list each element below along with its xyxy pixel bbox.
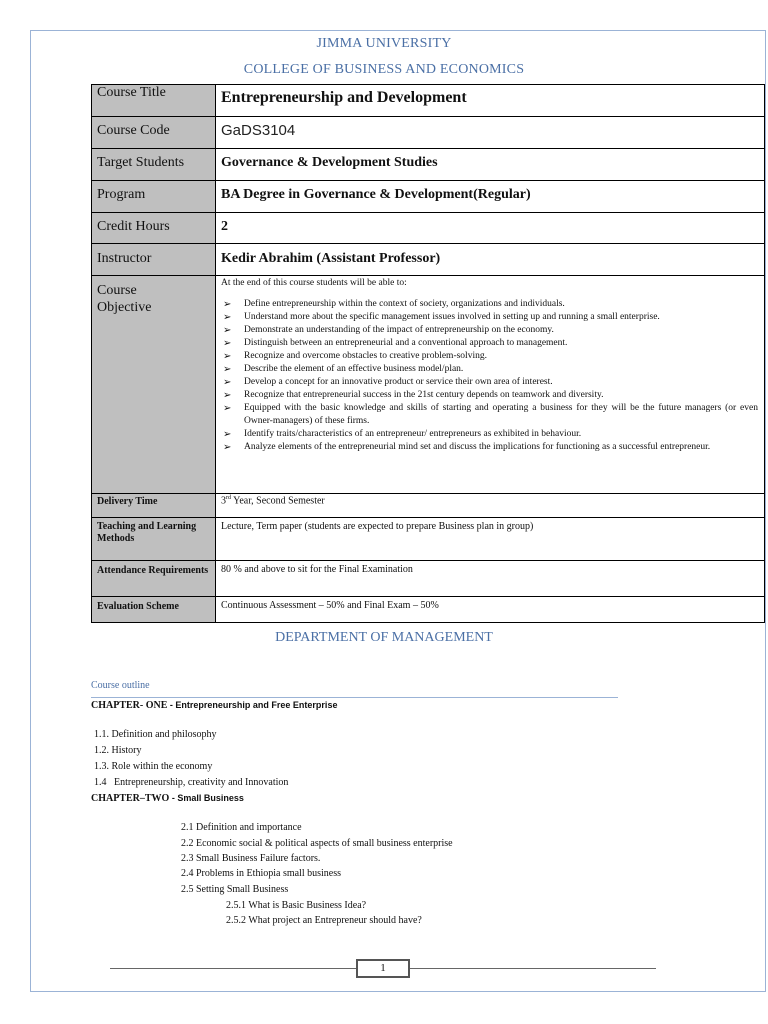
objective-intro: At the end of this course students will be able to: (221, 278, 407, 288)
objective-item-text: Understand more about the specific management issues involved in setting up and running a small enterprise. (244, 312, 660, 322)
objective-item-text: Recognize that entrepreneurial success in the 21st century depends on teamwork and diversity. (244, 390, 604, 400)
outline-item: 2.5 Setting Small Business (181, 884, 289, 895)
arrow-bullet-icon: ➢ (223, 364, 232, 375)
outline-item: 1.3. Role within the economy (94, 761, 213, 772)
outline-divider (91, 697, 618, 698)
label-course-objective (92, 276, 216, 494)
row-course-title (92, 85, 765, 117)
outline-item: 2.2 Economic social & political aspects of small business enterprise (181, 838, 453, 849)
objective-item (221, 363, 758, 376)
chapter-one-heading (91, 700, 337, 711)
footer-rule-left (110, 968, 356, 969)
row-program (92, 181, 765, 213)
value-target-students: Governance & Development Studies (216, 149, 765, 181)
arrow-bullet-icon: ➢ (223, 377, 232, 388)
value-credit-hours: 2 (216, 213, 765, 244)
page-number: 1 (356, 959, 410, 978)
delivery-year-rest: Year, Second Semester (231, 495, 325, 507)
outline-subitem: 2.5.1 What is Basic Business Idea? (226, 900, 367, 911)
objective-item (221, 389, 758, 402)
delivery-year-number: 3 (221, 495, 226, 507)
objective-item (221, 402, 758, 428)
footer-rule-right (410, 968, 656, 969)
objective-item (221, 337, 758, 350)
objective-item-text: Distinguish between an entrepreneurial and a conventional approach to management. (244, 338, 568, 348)
objective-item-text: Identify traits/characteristics of an entrepreneur/ entrepreneurs as exhibited in behaviour. (244, 429, 582, 439)
value-delivery-time (216, 494, 765, 518)
row-instructor (92, 244, 765, 276)
row-delivery-time (92, 494, 765, 518)
objective-item-text: Demonstrate an understanding of the impact of entrepreneurship on the economy. (244, 325, 554, 335)
chapter-one-subtitle: - Entrepreneurship and Free Enterprise (167, 700, 338, 710)
arrow-bullet-icon: ➢ (223, 442, 232, 453)
label-delivery-time: Delivery Time (92, 494, 216, 518)
value-course-title: Entrepreneurship and Development (216, 85, 765, 117)
label-teaching-methods: Teaching and Learning Methods (92, 518, 216, 561)
objective-list (221, 298, 758, 454)
value-program: BA Degree in Governance & Development(Regular) (216, 181, 765, 213)
label-course-code: Course Code (92, 117, 216, 149)
value-evaluation: Continuous Assessment – 50% and Final Exam – 50% (216, 597, 765, 623)
row-evaluation (92, 597, 765, 623)
department-heading: DEPARTMENT OF MANAGEMENT (275, 630, 493, 645)
objective-item (221, 311, 758, 324)
arrow-bullet-icon: ➢ (223, 325, 232, 336)
arrow-bullet-icon: ➢ (223, 403, 232, 414)
objective-item-text: Equipped with the basic knowledge and skills of starting and operating a business for they will be the future managers (or even Owner-managers) of these firms. (244, 403, 758, 426)
value-teaching-methods: Lecture, Term paper (students are expected to prepare Business plan in group) (216, 518, 765, 561)
chapter-two-title: CHAPTER–TWO (91, 793, 170, 804)
objective-item-text: Recognize and overcome obstacles to creative problem-solving. (244, 351, 487, 361)
outline-item: 2.3 Small Business Failure factors. (181, 853, 321, 864)
objective-item (221, 350, 758, 363)
value-instructor: Kedir Abrahim (Assistant Professor) (216, 244, 765, 276)
objective-label-line1: Course (97, 283, 137, 298)
college-name: COLLEGE OF BUSINESS AND ECONOMICS (243, 62, 525, 77)
objective-item-text: Define entrepreneurship within the context of society, organizations and individuals. (244, 299, 565, 309)
outline-item: 2.1 Definition and importance (181, 822, 302, 833)
arrow-bullet-icon: ➢ (223, 338, 232, 349)
course-outline-label: Course outline (91, 680, 150, 691)
row-teaching-methods (92, 518, 765, 561)
row-course-code (92, 117, 765, 149)
chapter-two-heading (91, 793, 244, 804)
objective-item (221, 376, 758, 389)
label-instructor: Instructor (92, 244, 216, 276)
label-course-title: Course Title (92, 85, 216, 117)
objective-label-line2: Objective (97, 300, 152, 315)
arrow-bullet-icon: ➢ (223, 429, 232, 440)
label-credit-hours: Credit Hours (92, 213, 216, 244)
objective-item-text: Analyze elements of the entrepreneurial mind set and discuss the implications for functioning as a successful entrepreneur. (244, 442, 711, 452)
objective-item-text: Describe the element of an effective business model/plan. (244, 364, 464, 374)
label-evaluation: Evaluation Scheme (92, 597, 216, 623)
row-credit-hours (92, 213, 765, 244)
row-target-students (92, 149, 765, 181)
objective-item (221, 298, 758, 311)
chapter-two-subtitle: - Small Business (169, 793, 244, 803)
arrow-bullet-icon: ➢ (223, 312, 232, 323)
objective-item-text: Develop a concept for an innovative product or service their own area of interest. (244, 377, 553, 387)
value-attendance: 80 % and above to sit for the Final Examination (216, 561, 765, 597)
outline-item: 2.4 Problems in Ethiopia small business (181, 868, 341, 879)
arrow-bullet-icon: ➢ (223, 351, 232, 362)
label-program: Program (92, 181, 216, 213)
chapter-one-title: CHAPTER- ONE (91, 700, 168, 711)
label-attendance: Attendance Requirements (92, 561, 216, 597)
arrow-bullet-icon: ➢ (223, 299, 232, 310)
value-course-objective (216, 276, 765, 494)
row-attendance (92, 561, 765, 597)
outline-subitem: 2.5.2 What project an Entrepreneur should have? (226, 915, 422, 926)
label-target-students: Target Students (92, 149, 216, 181)
university-name: JIMMA UNIVERSITY (316, 36, 452, 51)
objective-item (221, 441, 758, 454)
row-course-objective (92, 276, 765, 494)
arrow-bullet-icon: ➢ (223, 390, 232, 401)
outline-item: 1.1. Definition and philosophy (94, 729, 217, 740)
value-course-code: GaDS3104 (216, 117, 765, 149)
outline-item: 1.4 Entrepreneurship, creativity and Innovation (94, 777, 289, 788)
delivery-year-suffix: rd (226, 495, 231, 501)
course-info-table (91, 84, 765, 623)
objective-item (221, 324, 758, 337)
outline-item: 1.2. History (94, 745, 142, 756)
objective-item (221, 428, 758, 441)
